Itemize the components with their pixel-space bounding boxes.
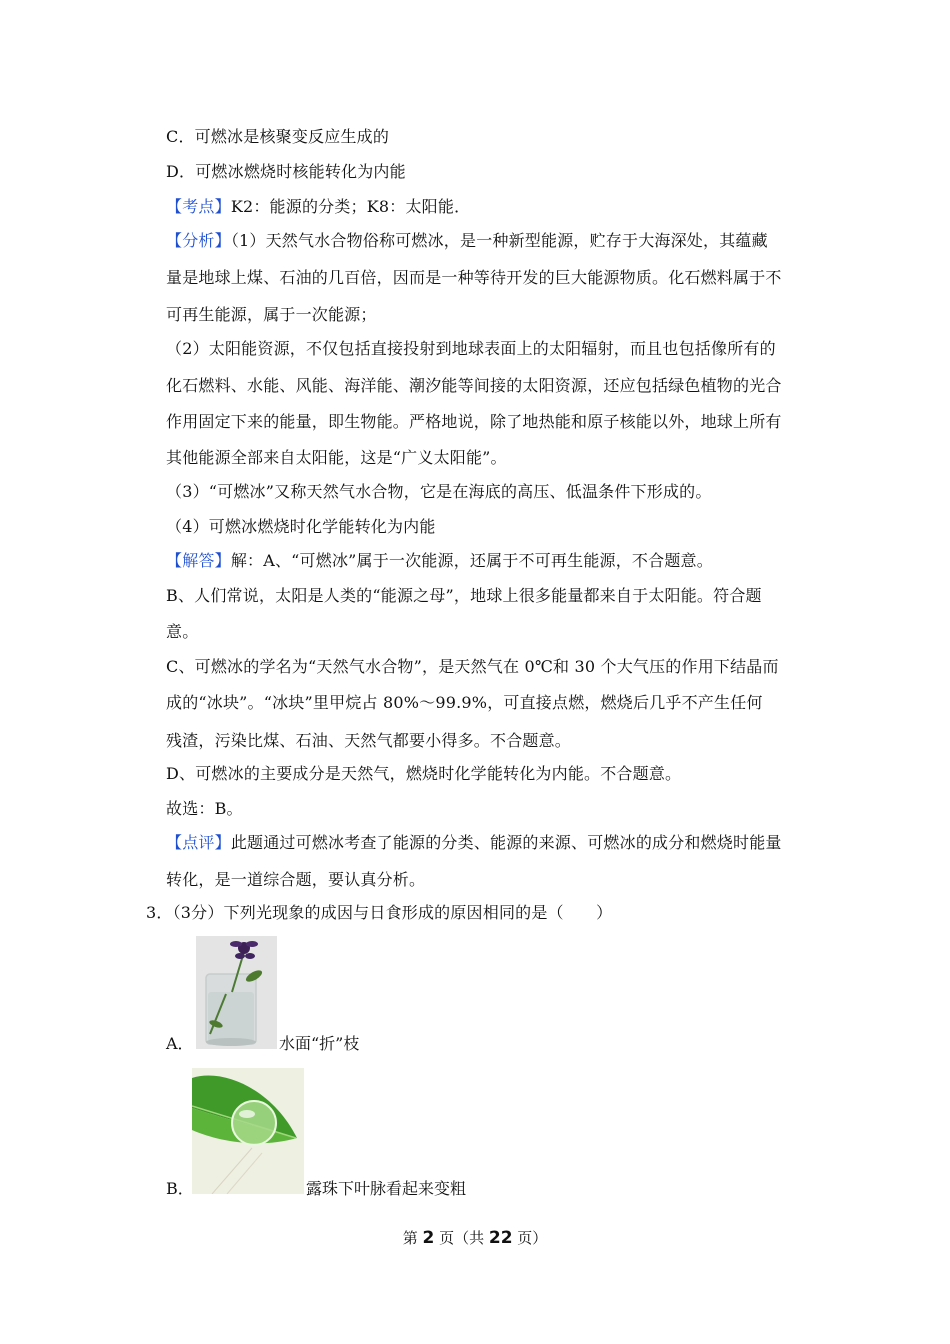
dianping-line-1: 转化，是一道综合题，要认真分析。	[166, 870, 426, 889]
fenxi-text: （1）天然气水合物俗称可燃冰，是一种新型能源，贮存于大海深处，其蕴藏	[230, 231, 768, 250]
fenxi-line-0	[166, 230, 806, 252]
flower-in-water-image	[196, 936, 277, 1049]
fenxi-line-7: （3）“可燃冰”又称天然气水合物，它是在海底的高压、低温条件下形成的。	[166, 482, 712, 501]
question-3-stem: 3．（3分）下列光现象的成因与日食形成的原因相同的是（ ）	[146, 903, 613, 922]
jieda-line-1: B、人们常说，太阳是人类的“能源之母”，地球上很多能量都来自于太阳能。符合题	[166, 586, 762, 605]
jieda-line-3: C、可燃冰的学名为“天然气水合物”，是天然气在 0℃和 30 个大气压的作用下结晶而	[166, 657, 779, 676]
page-footer	[0, 1227, 950, 1248]
flower-in-water-drawing	[196, 936, 277, 1049]
dianping-text: 此题通过可燃冰考查了能源的分类、能源的来源、可燃冰的成分和燃烧时能量	[230, 833, 782, 852]
dianping-tag: 【点评】	[166, 833, 231, 852]
dianping-line-0	[166, 832, 806, 854]
option-b-letter: B．	[166, 1179, 194, 1198]
fenxi-line-5: 作用固定下来的能量，即生物能。严格地说，除了地热能和原子核能以外，地球上所有	[166, 412, 782, 431]
jieda-text: 解：A、“可燃冰”属于一次能源，还属于不可再生能源，不合题意。	[230, 551, 713, 570]
option-b-caption: 露珠下叶脉看起来变粗	[306, 1179, 467, 1198]
kaodian-tag: 【考点】	[166, 197, 231, 216]
kaodian-line	[166, 196, 806, 218]
jieda-line-5: 残渣，污染比煤、石油、天然气都要小得多。不合题意。	[166, 731, 572, 750]
fenxi-line-1: 量是地球上煤、石油的几百倍，因而是一种等待开发的巨大能源物质。化石燃料属于不	[166, 268, 782, 287]
dewdrop-leaf-drawing	[192, 1068, 304, 1194]
fenxi-tag: 【分析】	[166, 231, 231, 250]
fenxi-line-8: （4）可燃冰燃烧时化学能转化为内能	[166, 517, 436, 536]
fenxi-line-2: 可再生能源，属于一次能源；	[166, 305, 377, 324]
fenxi-line-6: 其他能源全部来自太阳能，这是“广义太阳能”。	[166, 448, 507, 467]
footer-post: 页）	[512, 1229, 548, 1247]
jieda-line-6: D、可燃冰的主要成分是天然气，燃烧时化学能转化为内能。不合题意。	[166, 764, 682, 783]
jieda-line-0	[166, 550, 806, 572]
footer-total-pages: 22	[488, 1228, 513, 1248]
option-a-caption: 水面“折”枝	[279, 1034, 360, 1053]
footer-mid: 页（共	[434, 1229, 489, 1247]
fenxi-line-4: 化石燃料、水能、风能、海洋能、潮汐能等间接的太阳资源，还应包括绿色植物的光合	[166, 376, 782, 395]
option-d-prev: D．可燃冰燃烧时核能转化为内能	[166, 162, 406, 181]
option-c-prev: C．可燃冰是核聚变反应生成的	[166, 127, 390, 146]
jieda-tag: 【解答】	[166, 551, 231, 570]
fenxi-line-3: （2）太阳能资源，不仅包括直接投射到地球表面上的太阳辐射，而且也包括像所有的	[166, 339, 776, 358]
footer-pre: 第	[402, 1229, 423, 1247]
jieda-line-4: 成的“冰块”。“冰块”里甲烷占 80%～99.9%，可直接点燃，燃烧后几乎不产生任何	[166, 693, 763, 712]
jieda-line-2: 意。	[166, 622, 199, 641]
dewdrop-leaf-image	[192, 1068, 304, 1194]
jieda-line-7: 故选：B。	[166, 799, 243, 818]
kaodian-text: K2：能源的分类；K8：太阳能．	[230, 197, 471, 216]
footer-page-number: 2	[422, 1228, 435, 1248]
option-a-letter: A．	[166, 1034, 194, 1053]
